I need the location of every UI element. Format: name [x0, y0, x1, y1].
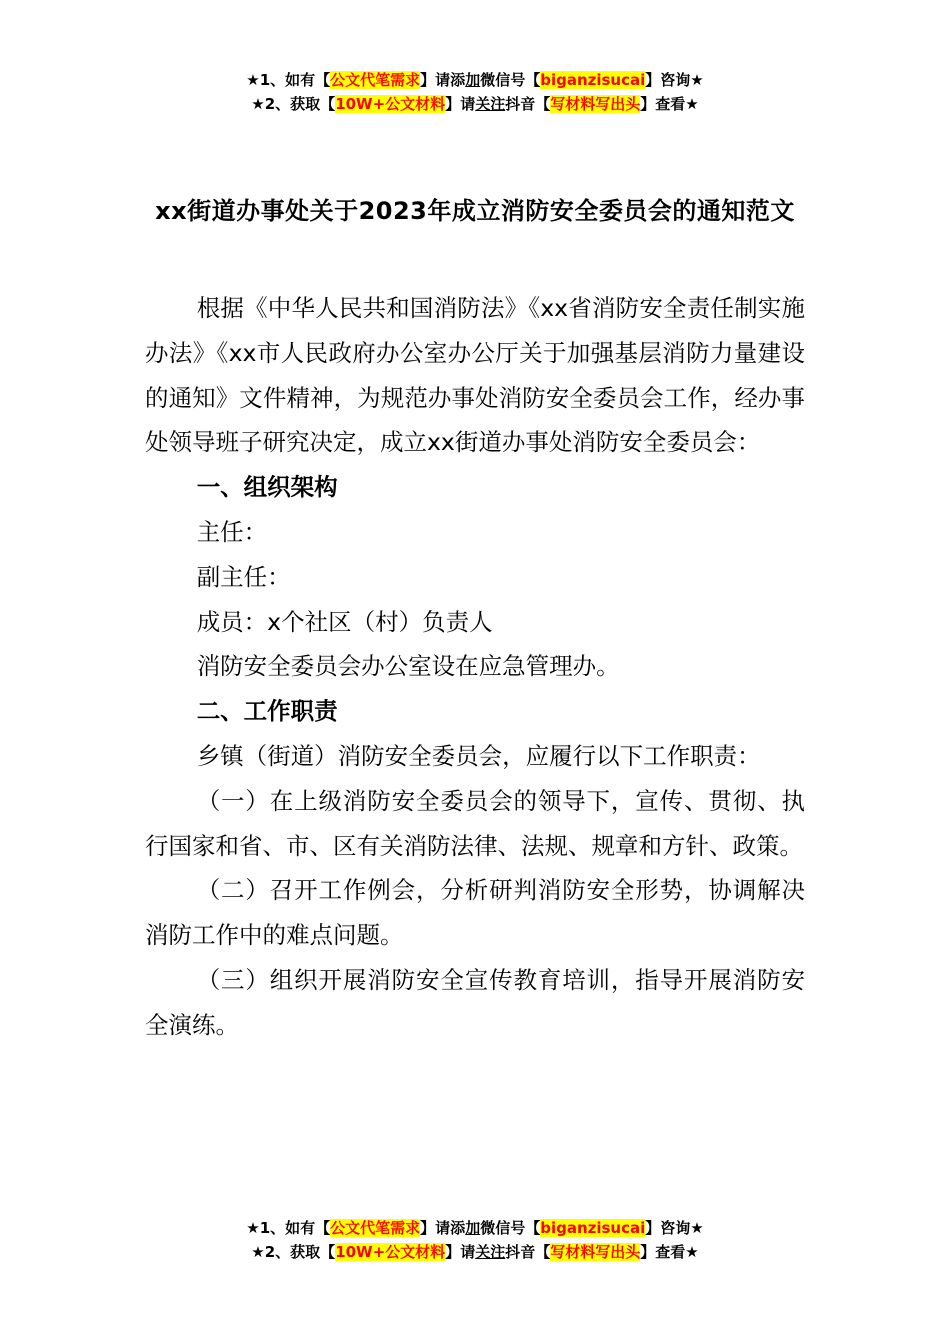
promo-text: ★1、如有【 [246, 71, 331, 89]
promo-line-1 [0, 1216, 950, 1240]
promo-footer [0, 1216, 950, 1264]
paragraph-deputy-director: 副主任： [196, 562, 291, 591]
promo-text: 】查看★ [640, 1243, 699, 1261]
paragraph-duty-2: （二）召开工作例会，分析研判消防安全形势，协调解决消防工作中的难点问题。 [145, 876, 805, 950]
promo-text: 】请添 [420, 71, 466, 89]
promo-underlined: 加 [465, 71, 481, 89]
promo-text: 】查看★ [640, 95, 699, 113]
paragraph-members: 成员：x个社区（村）负责人 [196, 607, 493, 636]
section-heading-organization: 一、组织架构 [196, 473, 338, 502]
paragraph-duty-3: （三）组织开展消防安全宣传教育培训，指导开展消防安全演练。 [145, 965, 805, 1039]
promo-highlight: 公文代笔需求 [330, 71, 421, 89]
promo-wechat-id: biganzisucai [540, 71, 646, 89]
promo-text: 】咨询★ [645, 71, 704, 89]
promo-text: 微信号【 [480, 71, 541, 89]
promo-header [0, 68, 950, 116]
paragraph-director: 主任： [196, 517, 268, 546]
paragraph-duty-1: （一）在上级消防安全委员会的领导下，宣传、贯彻、执行国家和省、市、区有关消防法律、法规、规章和方针、政策。 [145, 786, 805, 860]
promo-underlined: 关注 [475, 95, 506, 113]
promo-text: 抖音【 [505, 1243, 551, 1261]
promo-underlined: 关注 [475, 1243, 506, 1261]
promo-underlined: 加 [465, 1219, 481, 1237]
section-heading-duties: 二、工作职责 [196, 697, 338, 726]
promo-text: 】请 [445, 1243, 476, 1261]
promo-text: ★2、获取【 [251, 95, 336, 113]
promo-text: 】咨询★ [645, 1219, 704, 1237]
promo-line-1 [0, 68, 950, 92]
paragraph-duties-intro: 乡镇（街道）消防安全委员会，应履行以下工作职责： [196, 741, 761, 770]
promo-line-2 [0, 92, 950, 116]
promo-text: 微信号【 [480, 1219, 541, 1237]
promo-douyin-name: 写材料写出头 [550, 95, 641, 113]
document-body [145, 286, 805, 1048]
promo-text: ★1、如有【 [246, 1219, 331, 1237]
paragraph-office: 消防安全委员会办公室设在应急管理办。 [196, 652, 620, 681]
promo-line-2 [0, 1240, 950, 1264]
promo-wechat-id: biganzisucai [540, 1219, 646, 1237]
document-title: xx街道办事处关于2023年成立消防安全委员会的通知范文 [155, 197, 795, 225]
paragraph-intro: 根据《中华人民共和国消防法》《xx省消防安全责任制实施办法》《xx市人民政府办公室办公厅关于加强基层消防力量建设的通知》文件精神，为规范办事处消防安全委员会工作，经办事处领导班子研究决定，成立xx街道办事处消防安全委员会： [145, 294, 805, 457]
promo-text: 抖音【 [505, 95, 551, 113]
promo-text: ★2、获取【 [251, 1243, 336, 1261]
promo-highlight: 公文代笔需求 [330, 1219, 421, 1237]
promo-highlight: 10W+公文材料 [335, 1243, 446, 1261]
promo-highlight: 10W+公文材料 [335, 95, 446, 113]
promo-douyin-name: 写材料写出头 [550, 1243, 641, 1261]
promo-text: 】请添 [420, 1219, 466, 1237]
promo-text: 】请 [445, 95, 476, 113]
